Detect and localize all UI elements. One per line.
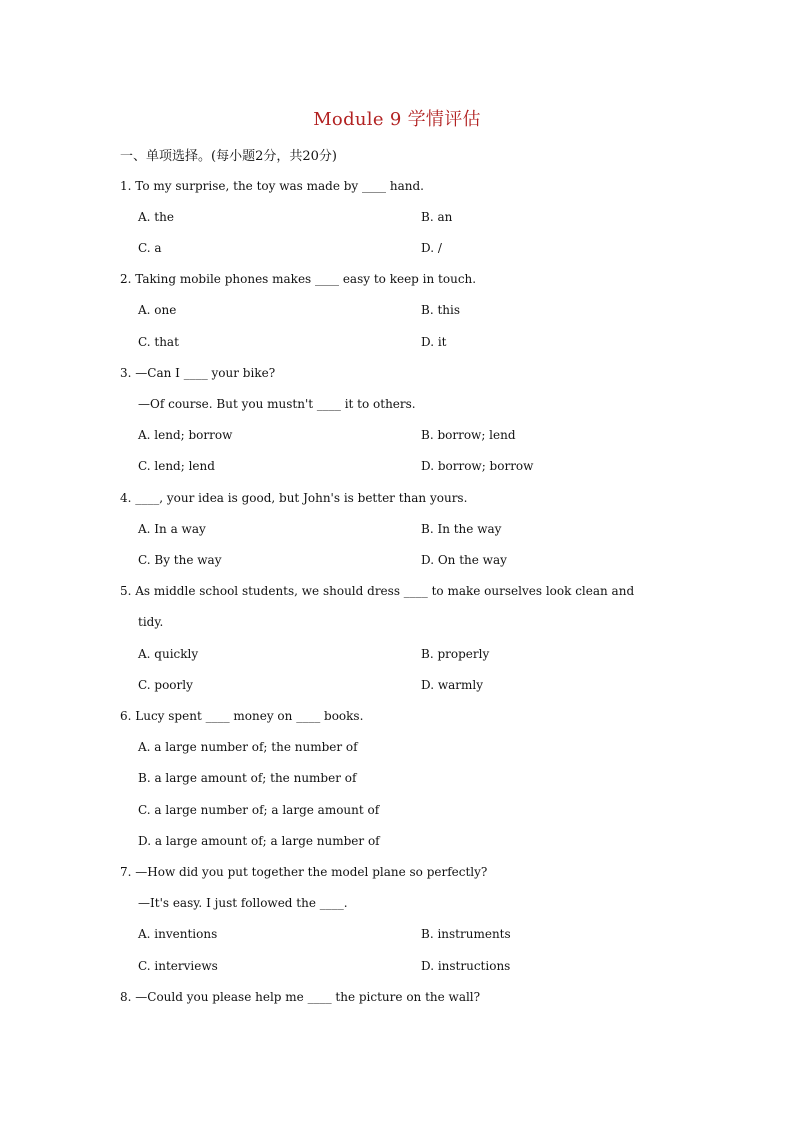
question-1-option-b: B. an: [421, 210, 453, 224]
question-7-option-d: D. instructions: [421, 959, 511, 973]
question-5-stem: 5. As middle school students, we should dress ____ to make ourselves look clean and: [120, 584, 635, 598]
question-3-stem-reply: —Of course. But you mustn't ____ it to others.: [138, 397, 416, 411]
question-2-option-d: D. it: [421, 335, 447, 349]
section-heading: 一、单项选择。(每小题2分，共20分): [120, 149, 337, 164]
question-4-option-c: C. By the way: [138, 553, 222, 567]
question-7-stem-reply: —It's easy. I just followed the ____.: [138, 896, 348, 910]
question-2-option-b: B. this: [421, 303, 460, 317]
question-3-stem: 3. —Can I ____ your bike?: [120, 366, 276, 380]
question-6-option-c: C. a large number of; a large amount of: [138, 803, 380, 817]
question-4-option-d: D. On the way: [421, 553, 507, 567]
question-4-option-a: A. In a way: [138, 522, 206, 536]
question-1-stem: 1. To my surprise, the toy was made by ____ hand.: [120, 179, 424, 193]
question-3-option-d: D. borrow; borrow: [421, 459, 534, 473]
question-3-option-b: B. borrow; lend: [421, 428, 516, 442]
question-5-option-b: B. properly: [421, 647, 490, 661]
page-title: Module 9 学情评估: [313, 109, 481, 130]
question-3-option-a: A. lend; borrow: [138, 428, 233, 442]
question-6-option-d: D. a large amount of; a large number of: [138, 834, 380, 848]
question-4-stem: 4. ____, your idea is good, but John's is better than yours.: [120, 491, 468, 505]
question-7-option-b: B. instruments: [421, 927, 511, 941]
question-6-option-a: A. a large number of; the number of: [138, 740, 358, 754]
question-2-option-c: C. that: [138, 335, 179, 349]
question-5-option-c: C. poorly: [138, 678, 193, 692]
question-7-stem: 7. —How did you put together the model plane so perfectly?: [120, 865, 488, 879]
question-5-option-d: D. warmly: [421, 678, 483, 692]
question-3-option-c: C. lend; lend: [138, 459, 215, 473]
question-2-option-a: A. one: [138, 303, 177, 317]
question-5-option-a: A. quickly: [138, 647, 199, 661]
question-1-option-c: C. a: [138, 241, 162, 255]
question-7-option-c: C. interviews: [138, 959, 218, 973]
question-4-option-b: B. In the way: [421, 522, 502, 536]
question-7-option-a: A. inventions: [138, 927, 218, 941]
question-1-option-d: D. /: [421, 241, 442, 255]
question-6-option-b: B. a large amount of; the number of: [138, 771, 357, 785]
question-2-stem: 2. Taking mobile phones makes ____ easy to keep in touch.: [120, 272, 477, 286]
question-5-stem-continued: tidy.: [138, 615, 164, 629]
question-1-option-a: A. the: [138, 210, 174, 224]
question-8-stem: 8. —Could you please help me ____ the picture on the wall?: [120, 990, 481, 1004]
question-6-stem: 6. Lucy spent ____ money on ____ books.: [120, 709, 364, 723]
